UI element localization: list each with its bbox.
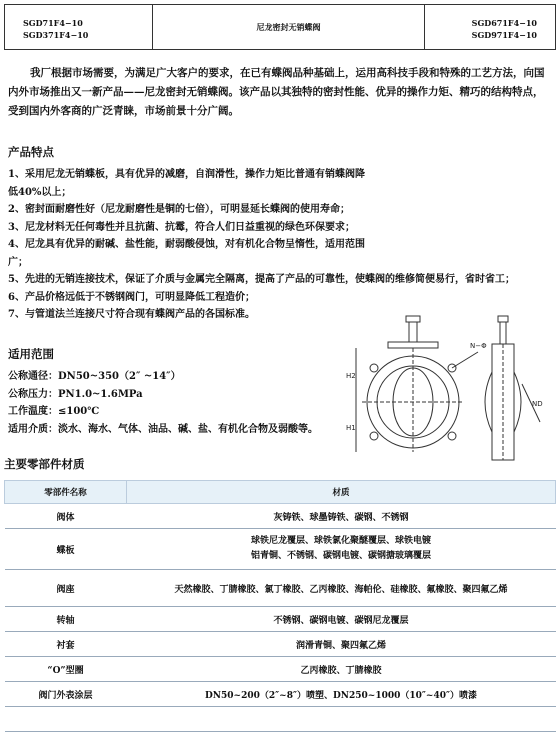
seat-side-right [514,372,521,432]
scope-list [8,368,318,438]
intro-paragraph: 我厂根据市场需要，为满足广大客户的要求，在已有蝶阀品种基础上，运用高科技手段和特殊的工艺方法，向国内外市场推出又一新产品——尼龙密封无销蝶阀。该产品以其独特的密封性能、优异的操作力矩、精巧的结构特点，受到国内外客商的广泛青睐，市场前景十分广阔。 [8,67,545,117]
feature-item: 5、先进的无销连接技术，保证了介质与金属完全隔离，提高了产品的可靠性，使蝶阀的维修简便易行，省时省工； [8,274,515,285]
drawing-label: H1 [346,424,356,432]
header-right-models [425,5,555,49]
model-code: SGD371F4−10 [23,30,89,40]
materials-table [4,480,556,732]
drawing-label: H2 [346,372,356,380]
feature-item: 2、密封面耐磨性好（尼龙耐磨性是铜的七倍），可明显延长蝶阀的使用寿命； [8,204,350,215]
scope-label: 公称通径： [8,371,58,382]
scope-label: 适用介质： [8,423,58,435]
model-code: SGD71F4−10 [23,18,83,28]
table-row [5,570,556,607]
stem-top-side [498,316,508,322]
part-material: DN50~200（2″~8″）喷塑、DN250~1000（10″~40″）喷漆 [127,682,556,707]
scope-value: DN50~350（2″ ~14″） [58,371,181,382]
part-name: 阀体 [5,504,127,529]
part-material: 乙丙橡胶、丁腈橡胶 [127,657,556,682]
table-row [5,529,556,570]
part-name: 蝶板 [5,529,127,570]
scope-title: 适用范围 [8,347,54,361]
bolt-hole [448,432,456,440]
part-material: 不锈钢、碳钢电镀、碳钢尼龙覆层 [127,607,556,632]
table-row [5,657,556,682]
scope-label: 工作温度： [8,406,58,417]
model-code: SGD971F4−10 [471,30,537,40]
table-row [5,632,556,657]
materials-title: 主要零部件材质 [4,457,85,471]
part-name: 衬套 [5,632,127,657]
scope-row [8,421,318,439]
stem-top [406,316,420,322]
scope-row [8,403,318,421]
header-box [4,4,556,50]
drawing-label: N−Φ [470,342,487,350]
feature-item: 1、采用尼龙无销蝶板，具有优异的减磨，自润滑性，操作力矩比普通有销蝶阀降低40%以上； [8,169,365,198]
feature-item: 4、尼龙具有优异的耐碱、盐性能，耐弱酸侵蚀，对有机化合物呈惰性，适用范围广； [8,239,365,268]
seat-side-left [485,372,492,432]
features-title: 产品特点 [8,145,54,159]
part-name: 阀门外表涂层 [5,682,127,707]
scope-value: PN1.0~1.6MPa [58,388,143,400]
part-name: 阀座 [5,570,127,607]
bolt-hole [370,364,378,372]
part-name: 转轴 [5,607,127,632]
part-name [5,707,127,732]
feature-item: 7、与管道法兰连接尺寸符合现有蝶阀产品的各国标准。 [8,309,255,320]
part-material [127,707,556,732]
part-material: 灰铸铁、球墨铸铁、碳钢、不锈钢 [127,504,556,529]
table-row [5,707,556,732]
table-row [5,607,556,632]
stem [409,322,417,342]
feature-item: 3、尼龙材料无任何毒性并且抗菌、抗霉，符合人们日益重视的绿色环保要求； [8,221,355,233]
scope-row [8,386,318,404]
header-left-models [5,5,153,49]
column-header: 材质 [127,481,556,504]
bolt-hole [370,432,378,440]
features-list [8,166,548,324]
drawing-label: ND [532,400,543,408]
stem-side [500,322,506,344]
scope-label: 公称压力： [8,388,58,400]
table-row [5,504,556,529]
column-header: 零部件名称 [5,481,127,504]
part-material: 润滑青铜、聚四氟乙烯 [127,632,556,657]
header-title: 尼龙密封无销蝶阀 [153,5,426,49]
part-name: “O”型圈 [5,657,127,682]
table-header-row [5,481,556,504]
valve-technical-drawing [348,312,554,462]
model-code: SGD671F4−10 [471,18,537,28]
table-row [5,682,556,707]
scope-value: 淡水、海水、气体、油品、碱、盐、有机化合物及弱酸等。 [58,423,318,435]
part-material: 球铁尼龙覆层、球铁氯化聚醚覆层、球铁电镀 铝青铜、不锈钢、碳钢电镀、碳钢搪玻璃覆层 [127,529,556,570]
scope-value: ≤100℃ [58,406,100,417]
part-material: 天然橡胶、丁腈橡胶、氯丁橡胶、乙丙橡胶、海帕伦、硅橡胶、氟橡胶、聚四氟乙烯 [127,570,556,607]
top-flange [388,342,438,348]
feature-item: 6、产品价格远低于不锈钢阀门，可明显降低工程造价； [8,291,255,303]
scope-row [8,368,318,386]
leader-line [452,352,478,368]
